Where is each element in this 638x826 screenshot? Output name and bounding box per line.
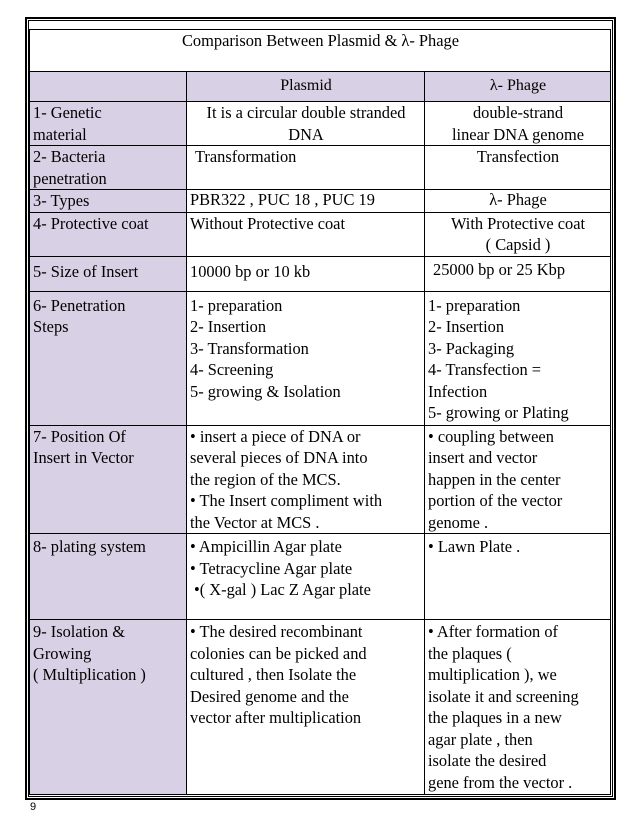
plasmid-cell: It is a circular double stranded DNA — [187, 102, 425, 146]
row-label: 1- Genetic material — [30, 102, 187, 146]
table-row — [30, 146, 611, 190]
table-row — [30, 425, 611, 534]
phage-cell: Transfection — [425, 146, 611, 190]
phage-cell: • After formation of the plaques ( multiplication ), we isolate it and screening the plaques in a new agar plate , then isolate the desired gene from the vector . — [425, 620, 611, 795]
plasmid-cell: • The desired recombinant colonies can be picked and cultured , then Isolate the Desired genome and the vector after multiplication — [187, 620, 425, 795]
row-label: 6- Penetration Steps — [30, 291, 187, 425]
plasmid-cell: PBR322 , PUC 18 , PUC 19 — [187, 190, 425, 213]
comparison-table — [29, 29, 611, 795]
header-phage: λ- Phage — [425, 72, 611, 102]
row-label: 9- Isolation & Growing ( Multiplication ) — [30, 620, 187, 795]
table-row — [30, 256, 611, 291]
row-label: 8- plating system — [30, 534, 187, 620]
header-blank — [30, 72, 187, 102]
plasmid-cell: Without Protective coat — [187, 212, 425, 256]
table-row — [30, 620, 611, 795]
table-row — [30, 212, 611, 256]
phage-cell: 1- preparation 2- Insertion 3- Packaging 4- Transfection = Infection 5- growing or Plating — [425, 291, 611, 425]
row-label: 5- Size of Insert — [30, 256, 187, 291]
row-label: 4- Protective coat — [30, 212, 187, 256]
phage-cell: 25000 bp or 25 Kbp — [425, 256, 611, 291]
plasmid-cell: • insert a piece of DNA or several pieces of DNA into the region of the MCS. • The Insert compliment with the Vector at MCS . — [187, 425, 425, 534]
phage-cell: • Lawn Plate . — [425, 534, 611, 620]
row-label: 2- Bacteria penetration — [30, 146, 187, 190]
header-row — [30, 72, 611, 102]
phage-cell: • coupling between insert and vector happen in the center portion of the vector genome . — [425, 425, 611, 534]
plasmid-cell: • Ampicillin Agar plate • Tetracycline Agar plate •( X-gal ) Lac Z Agar plate — [187, 534, 425, 620]
plasmid-cell: Transformation — [187, 146, 425, 190]
phage-cell: λ- Phage — [425, 190, 611, 213]
phage-cell: double-strand linear DNA genome — [425, 102, 611, 146]
table-row — [30, 190, 611, 213]
table-row — [30, 534, 611, 620]
table-row — [30, 291, 611, 425]
plasmid-cell: 1- preparation 2- Insertion 3- Transformation 4- Screening 5- growing & Isolation — [187, 291, 425, 425]
table-title: Comparison Between Plasmid & λ- Phage — [30, 30, 611, 72]
page-number: 9 — [30, 801, 37, 813]
table-row — [30, 102, 611, 146]
phage-cell: With Protective coat ( Capsid ) — [425, 212, 611, 256]
header-plasmid: Plasmid — [187, 72, 425, 102]
plasmid-cell: 10000 bp or 10 kb — [187, 256, 425, 291]
row-label: 3- Types — [30, 190, 187, 213]
row-label: 7- Position Of Insert in Vector — [30, 425, 187, 534]
